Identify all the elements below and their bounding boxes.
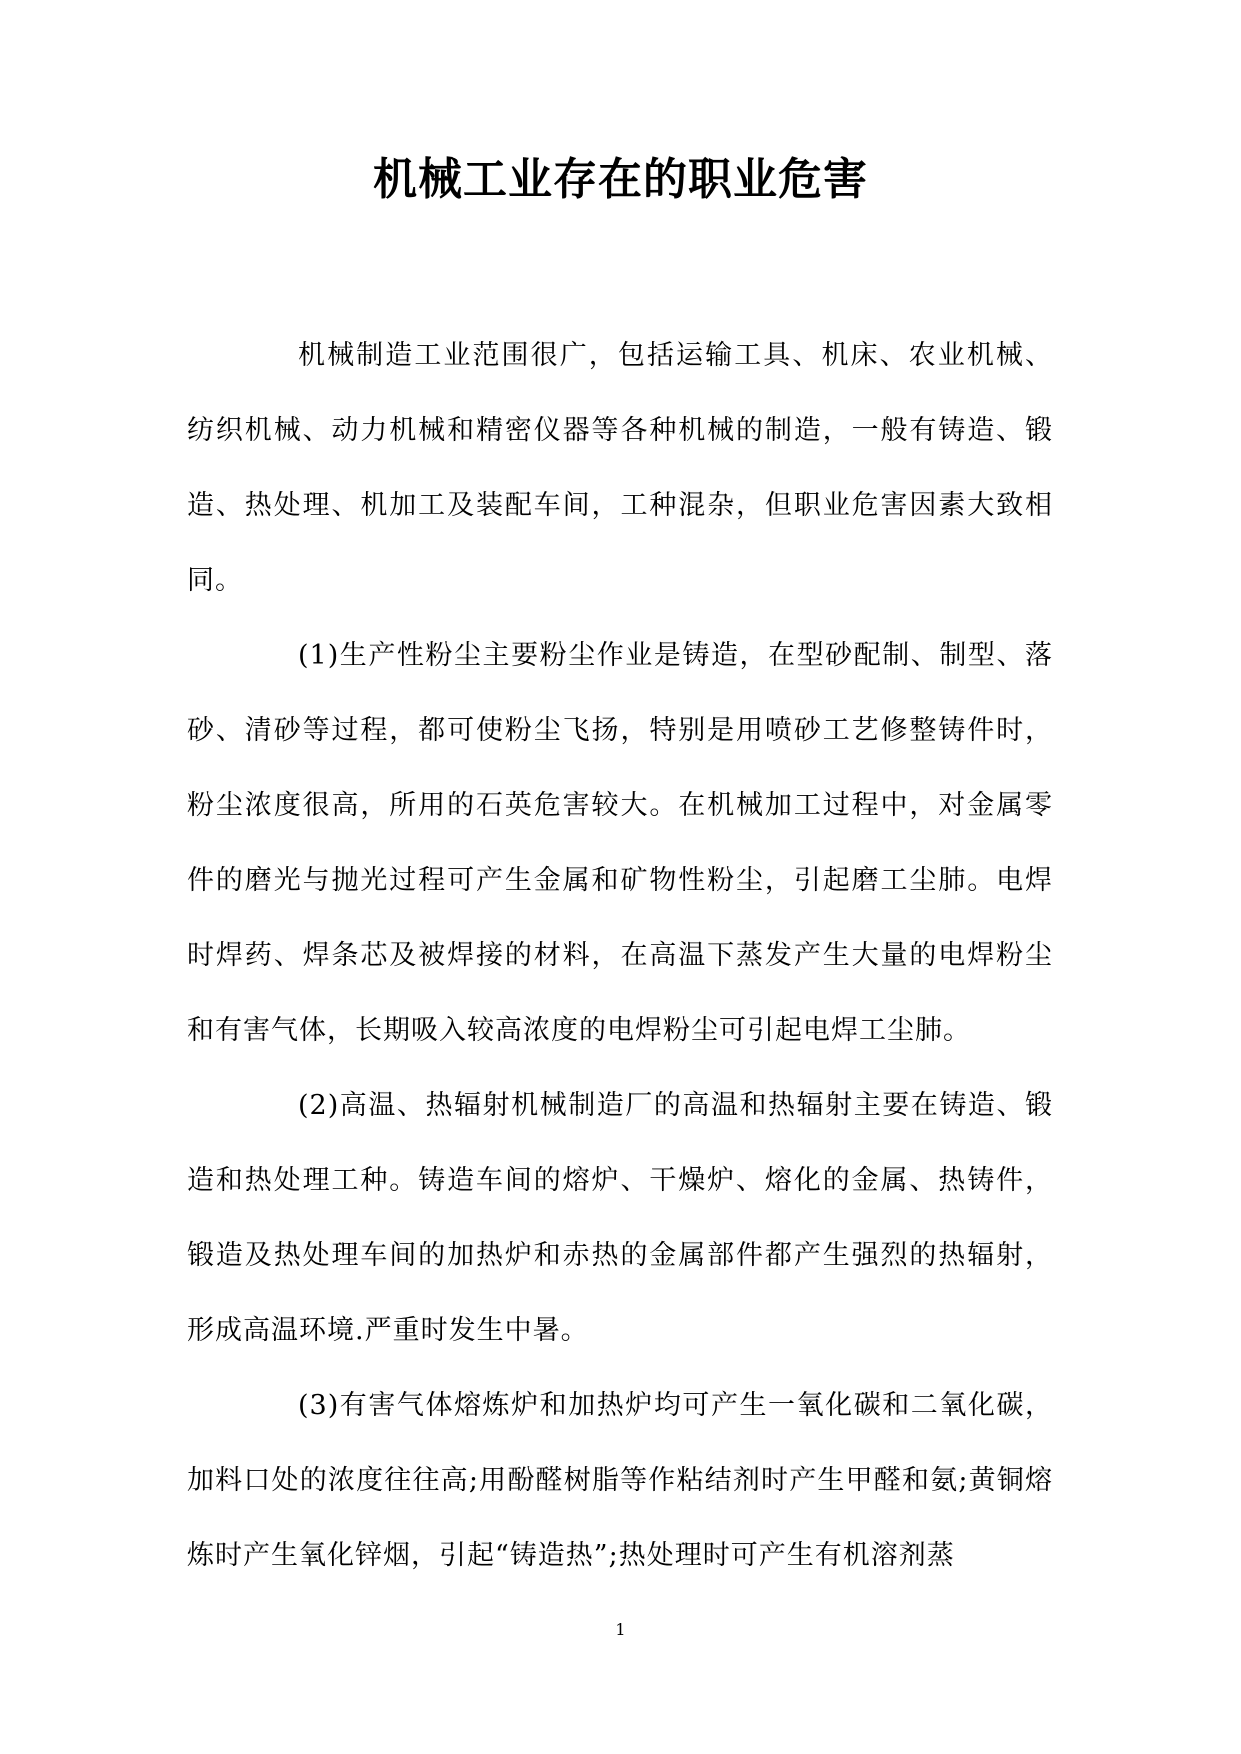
paragraph-dust: (1)生产性粉尘主要粉尘作业是铸造，在型砂配制、制型、落砂、清砂等过程，都可使粉尘飞扬，特别是用喷砂工艺修整铸件时，粉尘浓度很高，所用的石英危害较大。在机械加工过程中，对金属零件的磨光与抛光过程可产生金属和矿物性粉尘，引起磨工尘肺。电焊时焊药、焊条芯及被焊接的材料，在高温下蒸发产生大量的电焊粉尘和有害气体，长期吸入较高浓度的电焊粉尘可引起电焊工尘肺。	[187, 640, 1053, 1046]
paragraph-heat-radiation: (2)高温、热辐射机械制造厂的高温和热辐射主要在铸造、锻造和热处理工种。铸造车间的熔炉、干燥炉、熔化的金属、热铸件，锻造及热处理车间的加热炉和赤热的金属部件都产生强烈的热辐射，形成高温环境.严重时发生中暑。	[187, 1090, 1053, 1346]
document-title: 机械工业存在的职业危害	[373, 154, 868, 205]
page-number: 1	[615, 1620, 626, 1639]
document-body	[187, 318, 1053, 1593]
paragraph-harmful-gas: (3)有害气体熔炼炉和加热炉均可产生一氧化碳和二氧化碳，加料口处的浓度往往高;用酚醛树脂等作粘结剂时产生甲醛和氨;黄铜熔炼时产生氧化锌烟，引起“铸造热”;热处理时可产生有机溶剂蒸	[187, 1390, 1053, 1571]
paragraph-intro: 机械制造工业范围很广，包括运输工具、机床、农业机械、纺织机械、动力机械和精密仪器等各种机械的制造，一般有铸造、锻造、热处理、机加工及装配车间，工种混杂，但职业危害因素大致相同。	[187, 340, 1053, 596]
